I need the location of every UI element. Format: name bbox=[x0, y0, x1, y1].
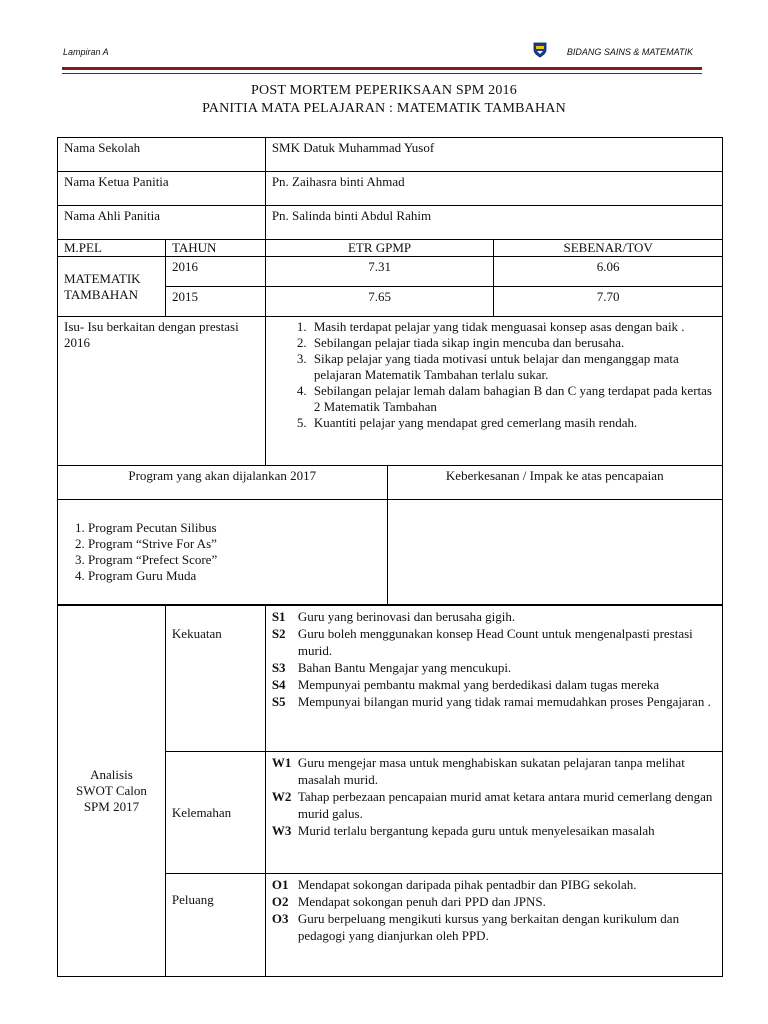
swot-item bbox=[272, 608, 716, 625]
issue-item: 2. Sebilangan pelajar tiada sikap ingin mencuba dan berusaha. bbox=[310, 335, 716, 351]
swot-text: Bahan Bantu Mengajar yang mencukupi. bbox=[297, 660, 512, 675]
programs-cell bbox=[58, 500, 388, 605]
panel-member-value: Pn. Salinda binti Abdul Rahim bbox=[265, 206, 722, 240]
head-panel-label: Nama Ketua Panitia bbox=[58, 172, 266, 206]
header-rule-thick bbox=[62, 67, 702, 70]
issues-label: Isu- Isu berkaitan dengan prestasi 2016 bbox=[58, 317, 266, 466]
issue-item: 3. Sikap pelajar yang tiada motivasi untuk belajar dan menganggap mata pelajaran Matematik Tambahan terlalu sukar. bbox=[310, 351, 716, 383]
issues-list bbox=[272, 319, 716, 431]
year-cell: 2015 bbox=[165, 287, 265, 317]
etr-cell: 7.31 bbox=[265, 257, 494, 287]
swot-text: Mendapat sokongan penuh dari PPD dan JPNS. bbox=[297, 894, 546, 909]
col-header-subject: M.PEL bbox=[58, 240, 166, 257]
swot-label: Analisis SWOT Calon SPM 2017 bbox=[58, 606, 166, 977]
issue-item: 1. Masih terdapat pelajar yang tidak menguasai konsep asas dengan baik . bbox=[310, 319, 716, 335]
swot-item bbox=[272, 693, 716, 710]
swot-section-name: Kekuatan bbox=[165, 606, 265, 752]
school-name-label: Nama Sekolah bbox=[58, 138, 266, 172]
issue-item: 5. Kuantiti pelajar yang mendapat gred cemerlang masih rendah. bbox=[310, 415, 716, 431]
swot-item bbox=[272, 822, 716, 839]
swot-item bbox=[272, 876, 716, 893]
swot-code: W3 bbox=[271, 823, 292, 838]
header-rule-thin bbox=[62, 73, 702, 74]
programs-list bbox=[64, 520, 381, 584]
swot-code: S4 bbox=[271, 677, 286, 692]
swot-code: O1 bbox=[271, 877, 289, 892]
swot-section-items bbox=[265, 874, 722, 977]
swot-item bbox=[272, 659, 716, 676]
impact-header: Keberkesanan / Impak ke atas pencapaian bbox=[387, 466, 723, 500]
swot-text: Guru mengejar masa untuk menghabiskan sukatan pelajaran tanpa melihat masalah murid. bbox=[297, 755, 685, 787]
program-item: 2. Program “Strive For As” bbox=[88, 536, 381, 552]
swot-code: S3 bbox=[271, 660, 286, 675]
issue-item: 4. Sebilangan pelajar lemah dalam bahagian B dan C yang terdapat pada kertas 2 Matematik Tambahan bbox=[310, 383, 716, 415]
document-subtitle: PANITIA MATA PELAJARAN : MATEMATIK TAMBAHAN bbox=[202, 101, 566, 116]
swot-code: S1 bbox=[271, 609, 286, 624]
swot-item bbox=[272, 625, 716, 659]
swot-code: W2 bbox=[271, 789, 292, 804]
swot-code: S5 bbox=[271, 694, 286, 709]
swot-text: Murid terlalu bergantung kepada guru untuk menyelesaikan masalah bbox=[297, 823, 655, 838]
actual-cell: 7.70 bbox=[494, 287, 723, 317]
impact-cell bbox=[387, 500, 723, 605]
swot-code: S2 bbox=[271, 626, 286, 641]
swot-text: Tahap perbezaan pencapaian murid amat ketara antara murid cemerlang dengan murid galus. bbox=[297, 789, 713, 821]
program-item: 1. Program Pecutan Silibus bbox=[88, 520, 381, 536]
col-header-year: TAHUN bbox=[165, 240, 265, 257]
subject-name: MATEMATIK TAMBAHAN bbox=[58, 257, 166, 317]
swot-text: Guru yang berinovasi dan berusaha gigih. bbox=[297, 609, 516, 624]
program-item: 4. Program Guru Muda bbox=[88, 568, 381, 584]
school-crest-icon bbox=[533, 42, 547, 58]
issues-cell bbox=[265, 317, 722, 466]
swot-text: Mempunyai pembantu makmal yang berdedikasi dalam tugas mereka bbox=[297, 677, 660, 692]
swot-section-items bbox=[265, 606, 722, 752]
swot-code: O2 bbox=[271, 894, 289, 909]
programs-header: Program yang akan dijalankan 2017 bbox=[58, 466, 388, 500]
swot-item bbox=[272, 788, 716, 822]
school-name-value: SMK Datuk Muhammad Yusof bbox=[265, 138, 722, 172]
swot-code: O3 bbox=[271, 911, 289, 926]
header-right-text: BIDANG SAINS & MATEMATIK bbox=[566, 47, 693, 57]
swot-text: Mendapat sokongan daripada pihak pentadbir dan PIBG sekolah. bbox=[297, 877, 637, 892]
swot-text: Guru berpeluang mengikuti kursus yang berkaitan dengan kurikulum dan pedagogi yang dianjurkan oleh PPD. bbox=[297, 911, 680, 943]
swot-section-name: Peluang bbox=[165, 874, 265, 977]
program-item: 3. Program “Prefect Score” bbox=[88, 552, 381, 568]
swot-item bbox=[272, 910, 716, 944]
header-left-text: Lampiran A bbox=[63, 47, 109, 57]
swot-item bbox=[272, 676, 716, 693]
etr-cell: 7.65 bbox=[265, 287, 494, 317]
swot-item bbox=[272, 893, 716, 910]
swot-text: Guru boleh menggunakan konsep Head Count untuk mengenalpasti prestasi murid. bbox=[297, 626, 693, 658]
col-header-etr: ETR GPMP bbox=[265, 240, 494, 257]
head-panel-value: Pn. Zaihasra binti Ahmad bbox=[265, 172, 722, 206]
actual-cell: 6.06 bbox=[494, 257, 723, 287]
swot-section-items bbox=[265, 752, 722, 874]
document-title: POST MORTEM PEPERIKSAAN SPM 2016 bbox=[251, 83, 517, 98]
swot-table bbox=[57, 605, 723, 977]
swot-section-name: Kelemahan bbox=[165, 752, 265, 874]
swot-code: W1 bbox=[271, 755, 292, 770]
info-table bbox=[57, 137, 723, 466]
swot-item bbox=[272, 754, 716, 788]
swot-text: Mempunyai bilangan murid yang tidak ramai memudahkan proses Pengajaran . bbox=[297, 694, 711, 709]
year-cell: 2016 bbox=[165, 257, 265, 287]
col-header-actual: SEBENAR/TOV bbox=[494, 240, 723, 257]
programs-table bbox=[57, 465, 723, 605]
panel-member-label: Nama Ahli Panitia bbox=[58, 206, 266, 240]
